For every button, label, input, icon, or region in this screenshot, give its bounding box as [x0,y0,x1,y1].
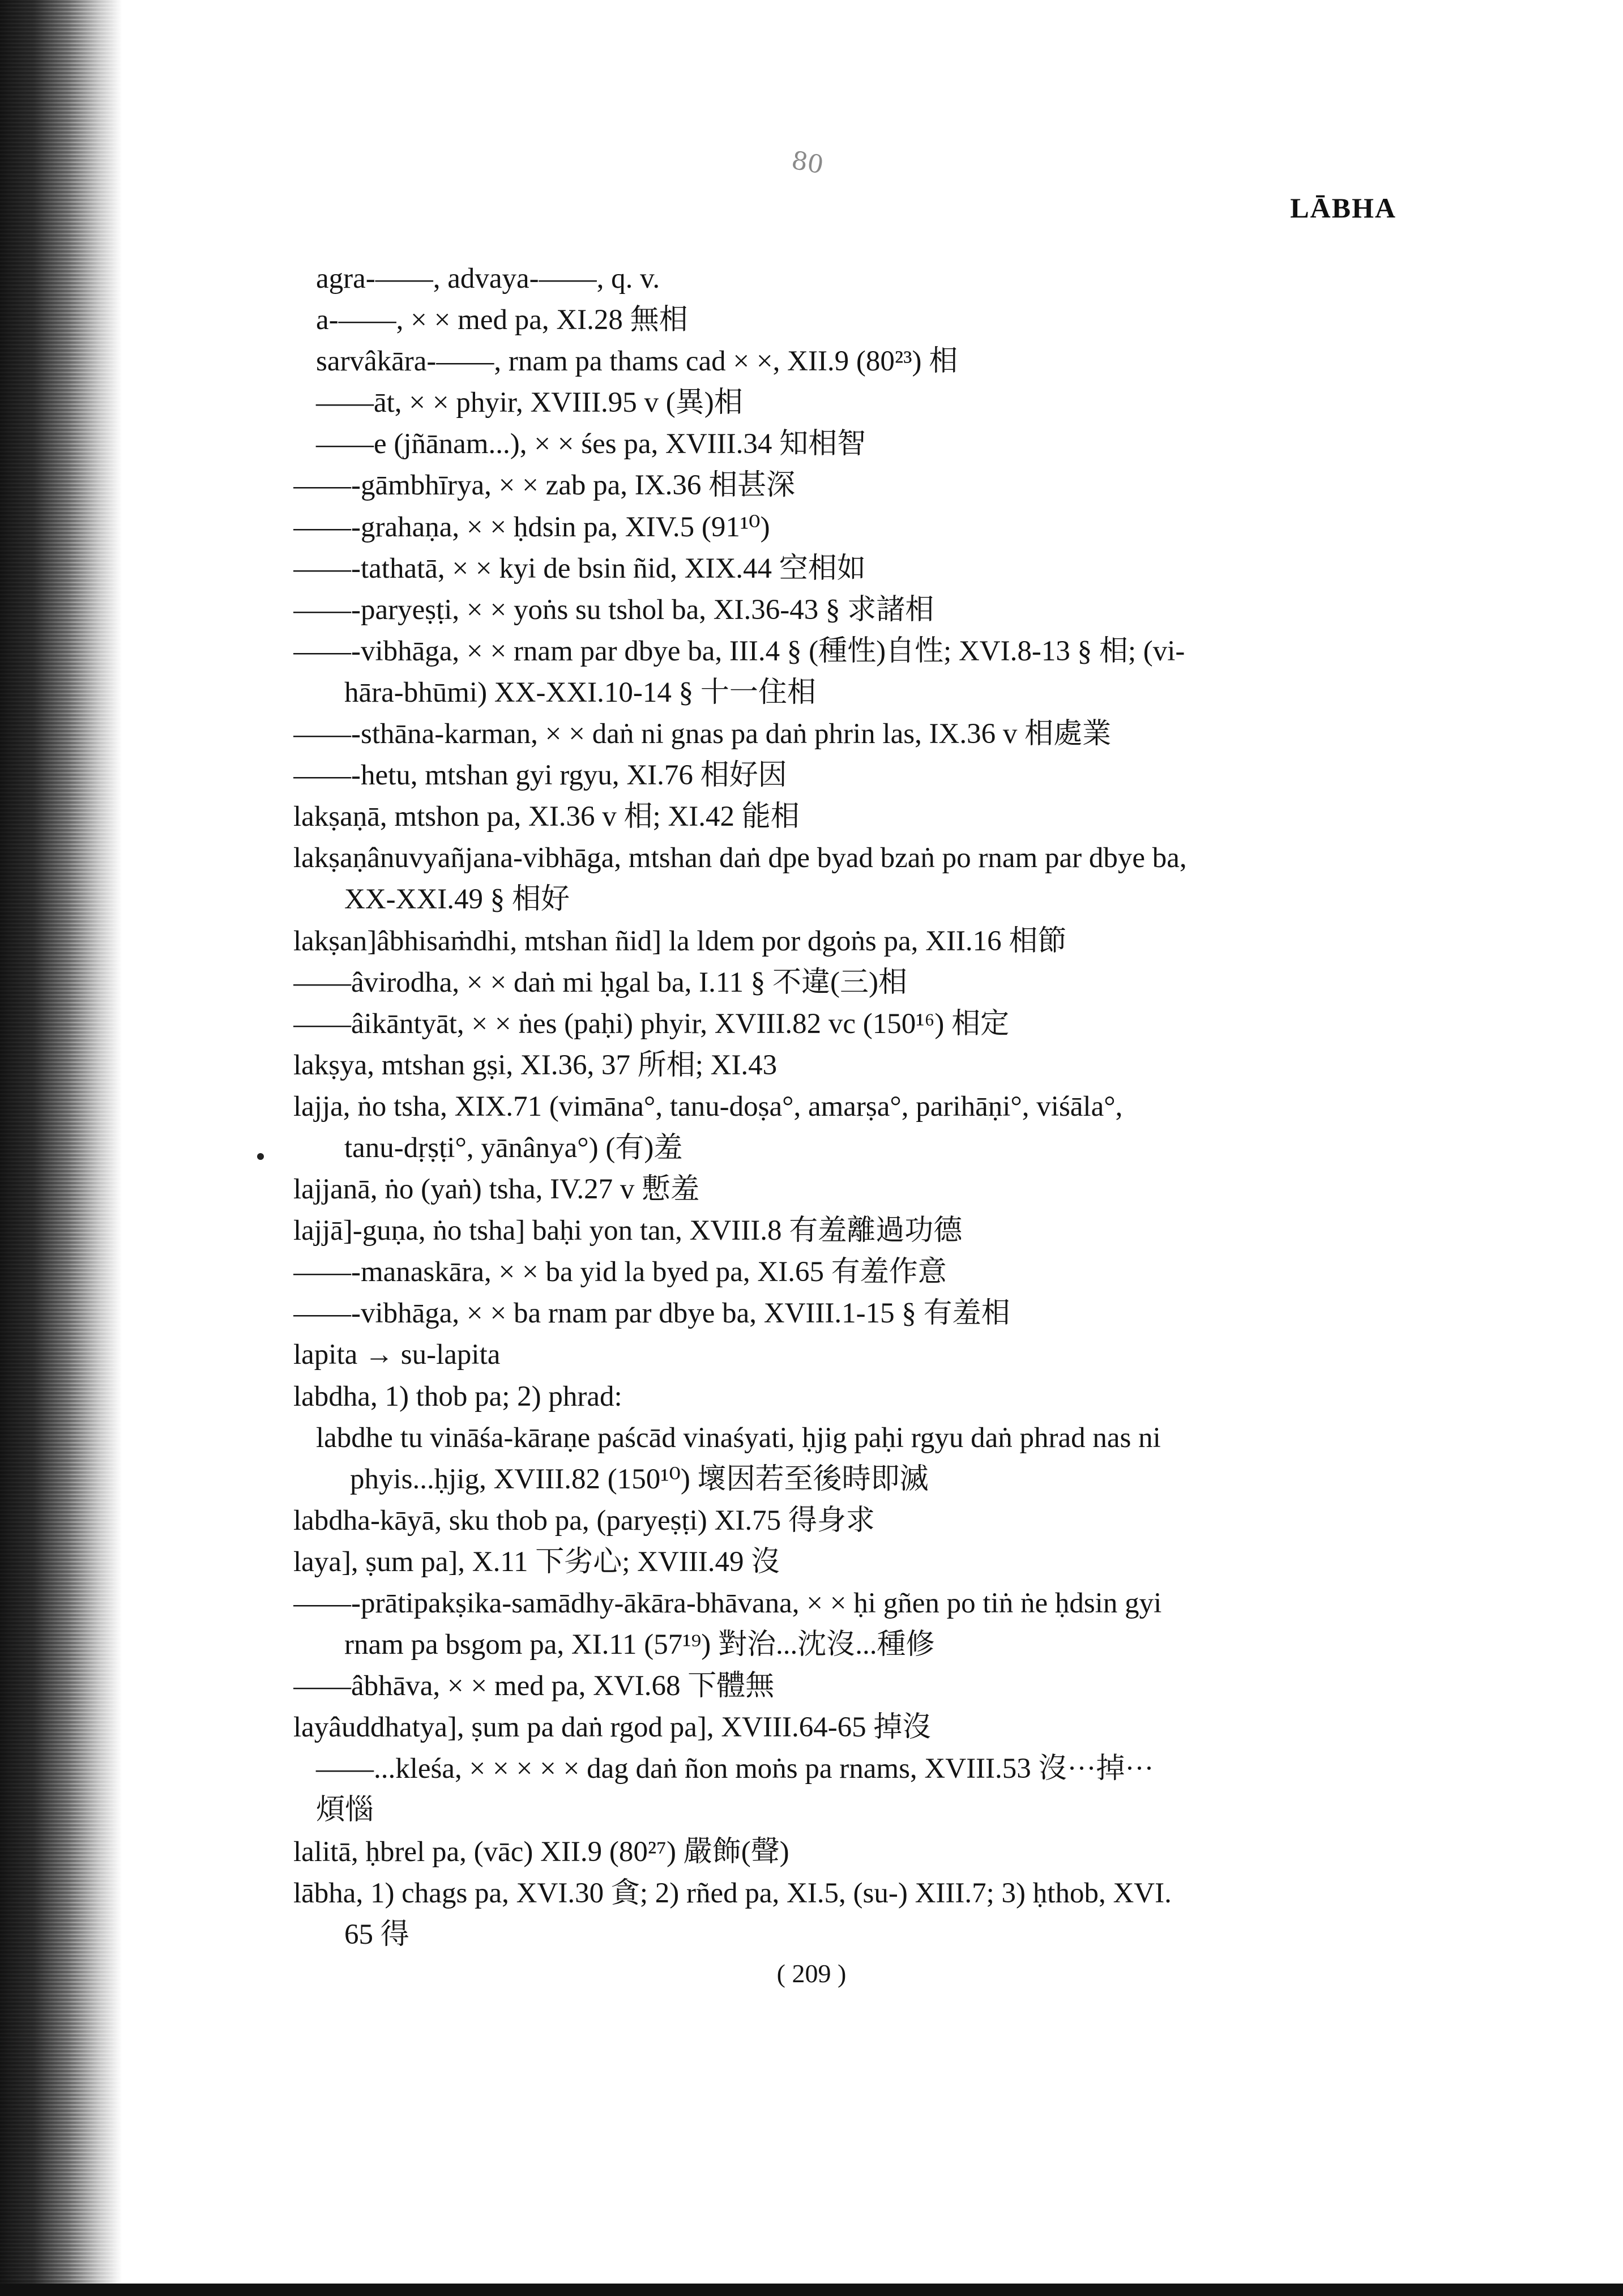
entry-line: labdha-kāyā, sku thob pa, (paryeṣṭi) XI.75 得身求 [293,1504,875,1537]
entry-line: 煩惱 [316,1794,374,1826]
entry-line: sarvâkāra-——, rnam pa thams cad × ×, XII.9 (80²³) 相 [316,345,958,378]
entry-line: laya], ṣum pa], X.11 下劣心; XVIII.49 沒 [293,1546,780,1578]
entry-line: lajja, ṅo tsha, XIX.71 (vimāna°, tanu-doṣa°, amarṣa°, parihāṇi°, viśāla°, [293,1090,1123,1123]
entry-line: ——-hetu, mtshan gyi rgyu, XI.76 相好因 [293,759,787,792]
entry-line: ——âbhāva, × × med pa, XVI.68 下體無 [293,1670,775,1702]
entry-line: ——-sthāna-karman, × × daṅ ni gnas pa daṅ phrin las, IX.36 v 相處業 [293,718,1112,750]
entry-line: lakṣaṇā, mtshon pa, XI.36 v 相; XI.42 能相 [293,801,800,833]
entry-line: lābha, 1) chags pa, XVI.30 貪; 2) rñed pa, XI.5, (su-) XIII.7; 3) ḥthob, XVI. [293,1877,1172,1909]
entry-line: ——āt, × × phyir, XVIII.95 v (異)相 [316,387,743,419]
entry-line: lapita → su-lapita [293,1339,501,1371]
entry-line: ——-grahaṇa, × × ḥdsin pa, XIV.5 (91¹⁰) [293,511,770,543]
entry-line: lakṣan]âbhisaṁdhi, mtshan ñid] la ldem por dgoṅs pa, XII.16 相節 [293,925,1067,957]
entry-line: lakṣya, mtshan gṣi, XI.36, 37 所相; XI.43 [293,1049,778,1081]
entry-line: ——-gāmbhīrya, × × zab pa, IX.36 相甚深 [293,470,796,502]
entry-line: ——âvirodha, × × daṅ mi ḥgal ba, I.11 § 不違(三)相 [293,966,907,998]
entry-line: phyis...ḥjig, XVIII.82 (150¹⁰) 壞因若至後時即滅 [350,1463,929,1495]
entry-line: hāra-bhūmi) XX-XXI.10-14 § 十一住相 [344,676,816,709]
entry-line: rnam pa bsgom pa, XI.11 (57¹⁹) 對治...沈沒...種修 [344,1629,935,1661]
entry-line: ——-tathatā, × × kyi de bsin ñid, XIX.44 空相如 [293,552,866,584]
entry-line: ——âikāntyāt, × × ṅes (paḥi) phyir, XVIII.82 vc (150¹⁶) 相定 [293,1008,1010,1040]
dictionary-entries [293,258,1437,1956]
entry-line: labdha, 1) thob pa; 2) phrad: [293,1380,622,1412]
scan-bottom-edge [0,2284,1623,2296]
entry-line: lajjanā, ṅo (yaṅ) tsha, IV.27 v 慙羞 [293,1173,700,1206]
entry-line: lajjā]-guṇa, ṅo tsha] baḥi yon tan, XVIII.8 有羞離過功德 [293,1215,963,1247]
entry-line: lakṣaṇânuvyañjana-vibhāga, mtshan daṅ dpe byad bzaṅ po rnam par dbye ba, [293,842,1187,874]
entry-line: agra-——, advaya-——, q. v. [316,263,660,295]
stray-dot [257,1153,264,1160]
entry-line: ——...kleśa, × × × × × dag daṅ ñon moṅs pa rnams, XVIII.53 沒···掉··· [316,1753,1154,1785]
page-number: ( 209 ) [776,1959,847,1988]
entry-line: ——e (jñānam...), × × śes pa, XVIII.34 知相智 [316,428,866,460]
entry-line: layâuddhatya], ṣum pa daṅ rgod pa], XVIII.64-65 掉沒 [293,1712,932,1744]
scan-shadow-edge [0,0,122,2296]
entry-line: XX-XXI.49 § 相好 [344,884,570,916]
entry-line: ——-manaskāra, × × ba yid la byed pa, XI.65 有羞作意 [293,1256,947,1288]
pencil-mark: 80 [789,146,826,180]
entry-line: ——-vibhāga, × × ba rnam par dbye ba, XVIII.1-15 § 有羞相 [293,1298,1010,1330]
entry-line: ——-vibhāga, × × rnam par dbye ba, III.4 § (種性)自性; XVI.8-13 § 相; (vi- [293,635,1185,667]
entry-line: lalitā, ḥbrel pa, (vāc) XII.9 (80²⁷) 嚴飾(聲) [293,1836,789,1868]
entry-line: ——-prātipakṣika-samādhy-ākāra-bhāvana, × × ḥi gñen po tiṅ ṅe ḥdsin gyi [293,1587,1162,1619]
entry-line: a-——, × × med pa, XI.28 無相 [316,304,688,336]
running-head: LĀBHA [1290,192,1396,224]
entry-line: tanu-dṛṣṭi°, yānânya°) (有)羞 [344,1132,683,1164]
entry-line: 65 得 [344,1918,409,1951]
entry-line: labdhe tu vināśa-kāraṇe paścād vinaśyati, ḥjig paḥi rgyu daṅ phrad nas ni [316,1422,1161,1454]
entry-line: ——-paryeṣṭi, × × yoṅs su tshol ba, XI.36-43 § 求諸相 [293,594,934,626]
